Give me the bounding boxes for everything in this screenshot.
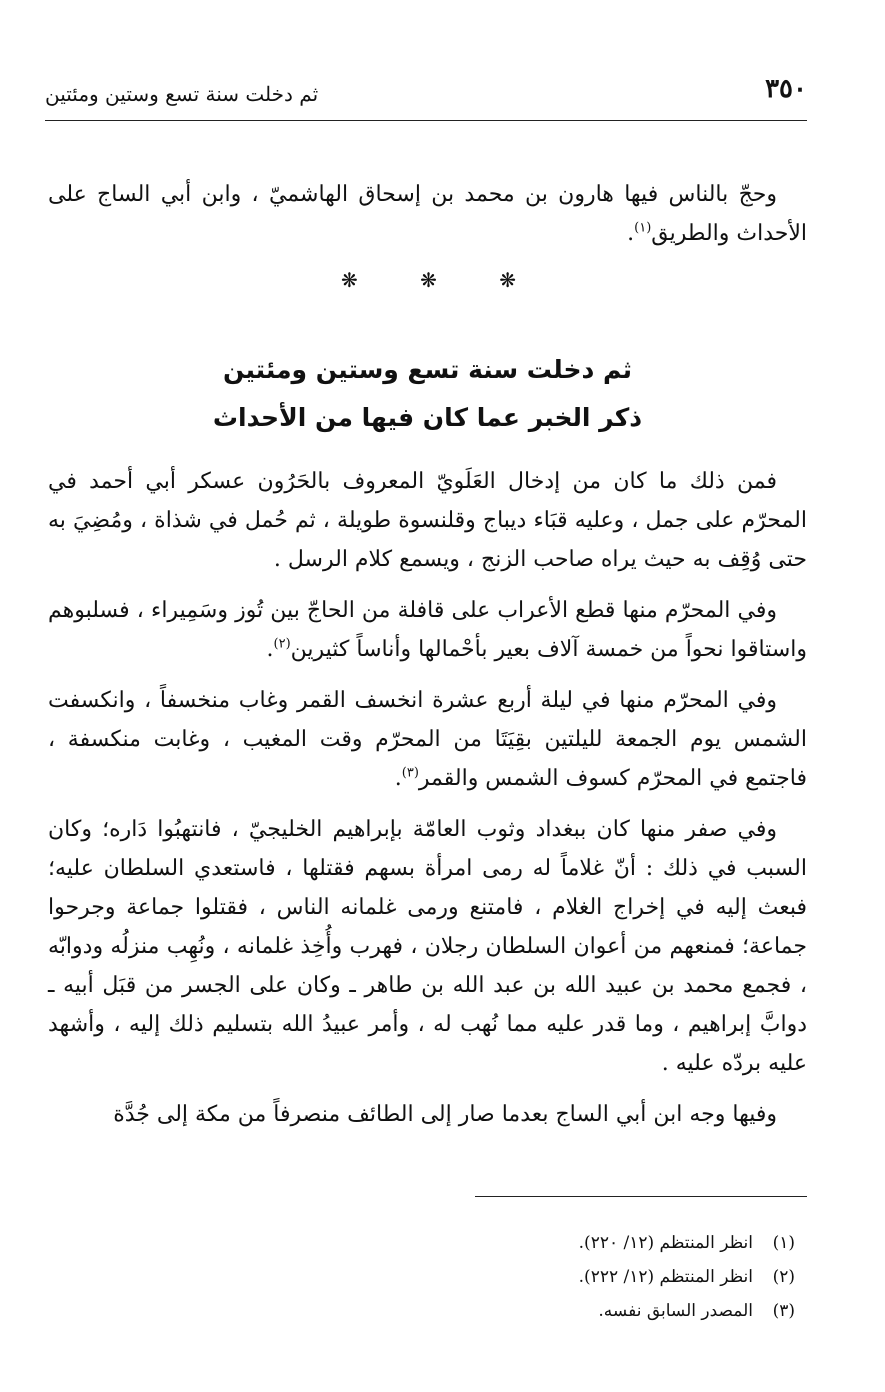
footnote-item bbox=[295, 1294, 795, 1328]
footnote-text: المصدر السابق نفسه. bbox=[598, 1301, 753, 1321]
footnote-mark: (٣) bbox=[401, 765, 419, 781]
section-separator: ❋ ❋ ❋ bbox=[341, 268, 544, 292]
paragraph: وفي المحرّم منها قطع الأعراب على قافلة من الحاجّ بين تُوز وسَمِيراء ، فسلبوهم واستاقوا نحواً من خمسة آلاف بعير بأحْمالها وأناساً كثيرين$^{(٢)}$. bbox=[48, 598, 807, 662]
paragraph: وفيها وجه ابن أبي الساج بعدما صار إلى الطائف منصرفاً من مكة إلى جُدَّة bbox=[113, 1102, 777, 1127]
intro-paragraph bbox=[48, 175, 807, 265]
main-text bbox=[48, 462, 807, 1146]
section-title: ثم دخلت سنة تسع وستين ومئتين bbox=[222, 355, 633, 384]
footnote-number: (٣) bbox=[772, 1301, 795, 1321]
intro-end: . bbox=[627, 221, 635, 246]
footnote-number: (٢) bbox=[772, 1267, 795, 1287]
footnote-divider bbox=[475, 1196, 807, 1197]
paragraph: وفي المحرّم منها في ليلة أربع عشرة انخسف القمر وغاب منخسفاً ، وانكسفت الشمس يوم الجمعة لليلتين بقِيَتَا من المحرّم وقت المغيب ، وغابت منكسفة ، فاجتمع في المحرّم كسوف الشمس والقمر$^{(٣)}$. bbox=[48, 688, 807, 791]
page-number: ٣٥٠ bbox=[765, 74, 807, 104]
footnote-mark: (١) bbox=[634, 220, 652, 236]
paragraph: وفي صفر منها كان ببغداد وثوب العامّة بإبراهيم الخليجيّ ، فانتهبُوا دَاره؛ وكان السبب في ذلك : أنّ غلاماً له رمى امرأة بسهم فقتلها ، فاستعدي السلطان عليه؛ فبعث إليه في إخراج الغلام ، فامتنع ورمى غلمانه الناس ، فقتلوا جماعة وجرحوا جماعة؛ فمنعهم من أعوان السلطان رجلان ، فهرب وأُخِذ غلمانه ، ونُهِب منزلُه ودوابّه ، فجمع محمد بن عبيد الله بن عبد الله بن طاهر ـ وكان على الجسر من قبَل أبيه ـ دوابَّ إبراهيم ، وما قدر عليه مما نُهب له ، وأمر عبيدُ الله بتسليم ذلك إليه ، وأشهد عليه بردّه عليه . bbox=[48, 817, 807, 1076]
footnote-item bbox=[295, 1260, 795, 1294]
running-title: ثم دخلت سنة تسع وستين ومئتين bbox=[45, 82, 319, 106]
footnotes bbox=[295, 1226, 795, 1328]
footnote-number: (١) bbox=[772, 1233, 795, 1253]
paragraph: فمن ذلك ما كان من إدخال العَلَويّ المعروف بالحَرُون عسكر أبي أحمد في المحرّم على جمل ، وعليه قبَاء ديباج وقلنسوة طويلة ، ثم حُمل في شذاة ، ومُضِيَ به حتى وُقِف به حيث يراه صاحب الزنج ، ويسمع كلام الرسل . bbox=[48, 469, 807, 572]
page-header bbox=[45, 70, 807, 121]
footnote-mark: (٢) bbox=[273, 636, 291, 652]
intro-text: وحجّ بالناس فيها هارون بن محمد بن إسحاق الهاشميّ ، وابن أبي الساج على الأحداث والطريق bbox=[48, 182, 807, 246]
footnote-text: انظر المنتظم (١٢/ ٢٢٠). bbox=[578, 1233, 753, 1253]
footnote-text: انظر المنتظم (١٢/ ٢٢٢). bbox=[578, 1267, 753, 1287]
footnote-item bbox=[295, 1226, 795, 1260]
section-subtitle: ذكر الخبر عما كان فيها من الأحداث bbox=[212, 403, 643, 432]
